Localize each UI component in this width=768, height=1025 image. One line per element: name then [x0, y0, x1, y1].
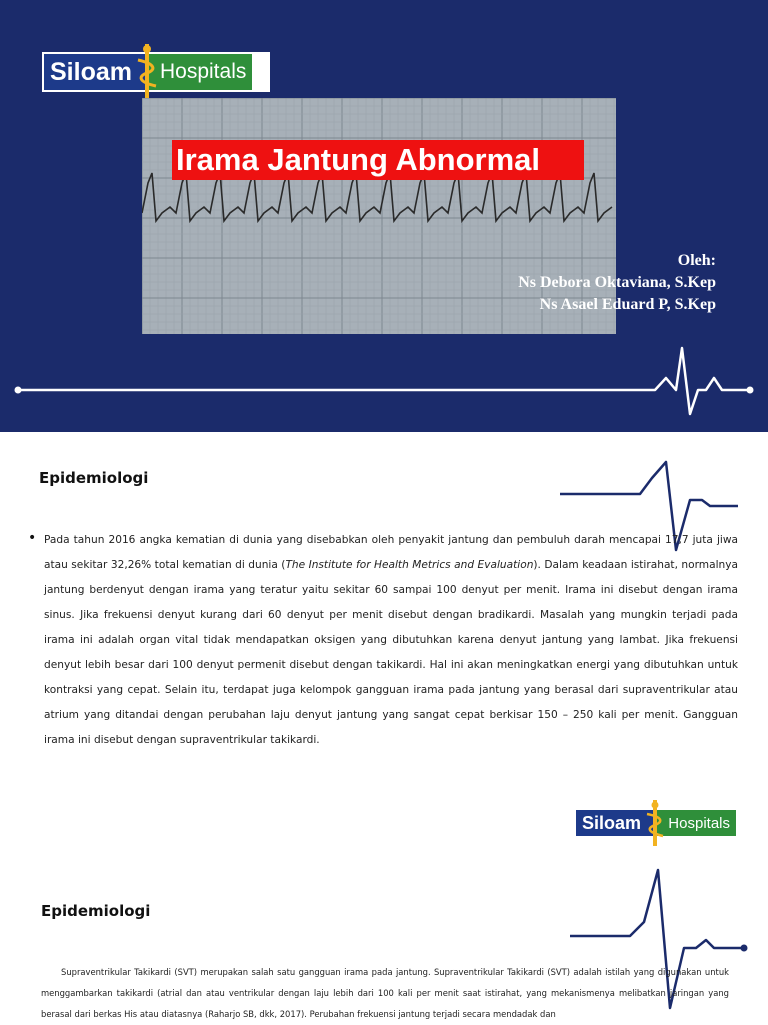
paragraph-text: Pada tahun 2016 angka kematian di dunia yang disebabkan oleh penyakit jantung dan pembuluh darah mencapai 17,7 juta jiwa atau sekitar 32,26% total kematian di dunia (: [44, 534, 738, 571]
heartbeat-line-icon: [0, 0, 768, 432]
author-name: Ns Asael Eduard P, S.Kep: [539, 296, 716, 313]
caduceus-icon: [645, 810, 666, 836]
logo-suffix: Hospitals: [666, 810, 736, 836]
logo-brand: Siloam: [44, 54, 136, 90]
author-label: Oleh:: [677, 252, 716, 269]
title-slide: [0, 0, 768, 432]
slide-heading: Epidemiologi: [39, 469, 149, 487]
svt-paragraph: Supraventrikular Takikardi (SVT) merupakan salah satu gangguan irama pada jantung. Supraventrikular Takikardi (SVT) adalah istilah yang digunakan untuk menggambarkan takikardi (atrial dan atau ventrikular dengan laju lebih dari 100 kali per menit saat istirahat, yang mekanismenya melibatkan jaringan yang berasal dari berkas His atau diatasnya (Raharjo SB, dkk, 2017). Perubahan frekuensi jantung terjadi secara mendadak dan: [41, 967, 729, 1019]
epidemiology-slide-1: [0, 432, 768, 848]
epidemiology-paragraph: [44, 528, 738, 753]
paragraph-citation: The Institute for Health Metrics and Evaluation: [285, 559, 534, 571]
author-name: Ns Debora Oktaviana, S.Kep: [518, 274, 716, 291]
epidemiology-slide-2: [0, 848, 768, 1024]
logo-suffix: Hospitals: [158, 54, 252, 90]
slide-title: Irama Jantung Abnormal: [172, 140, 584, 180]
siloam-logo: [574, 808, 738, 838]
slide-heading: Epidemiologi: [41, 902, 151, 920]
bullet-icon: •: [28, 530, 37, 546]
logo-brand: Siloam: [576, 810, 645, 836]
paragraph-text: ). Dalam keadaan istirahat, normalnya jantung berdenyut dengan irama yang teratur yaitu sekitar 60 sampai 100 denyut per menit. Irama ini disebut dengan irama sinus. Jika frekuensi denyut kurang dari 60 denyut per menit disebut dengan bradikardi. Masalah yang mungkin terjadi pada irama ini adalah organ vital tidak mendapatkan oksigen yang dibutuhkan karena denyut jantung yang lambat. Jika frekuensi denyut lebih besar dari 100 denyut permenit disebut dengan takikardi. Hal ini akan meningkatkan energi yang dibutuhkan untuk kontraksi yang cepat. Selain itu, terdapat juga kelompok gangguan irama pada jantung yang berasal dari supraventrikular atau atrium yang ditandai dengan perubahan laju denyut jantung yang sangat cepat berkisar 150 – 250 kali per menit. Gangguan irama ini disebut dengan supraventrikular takikardi.: [44, 559, 738, 746]
